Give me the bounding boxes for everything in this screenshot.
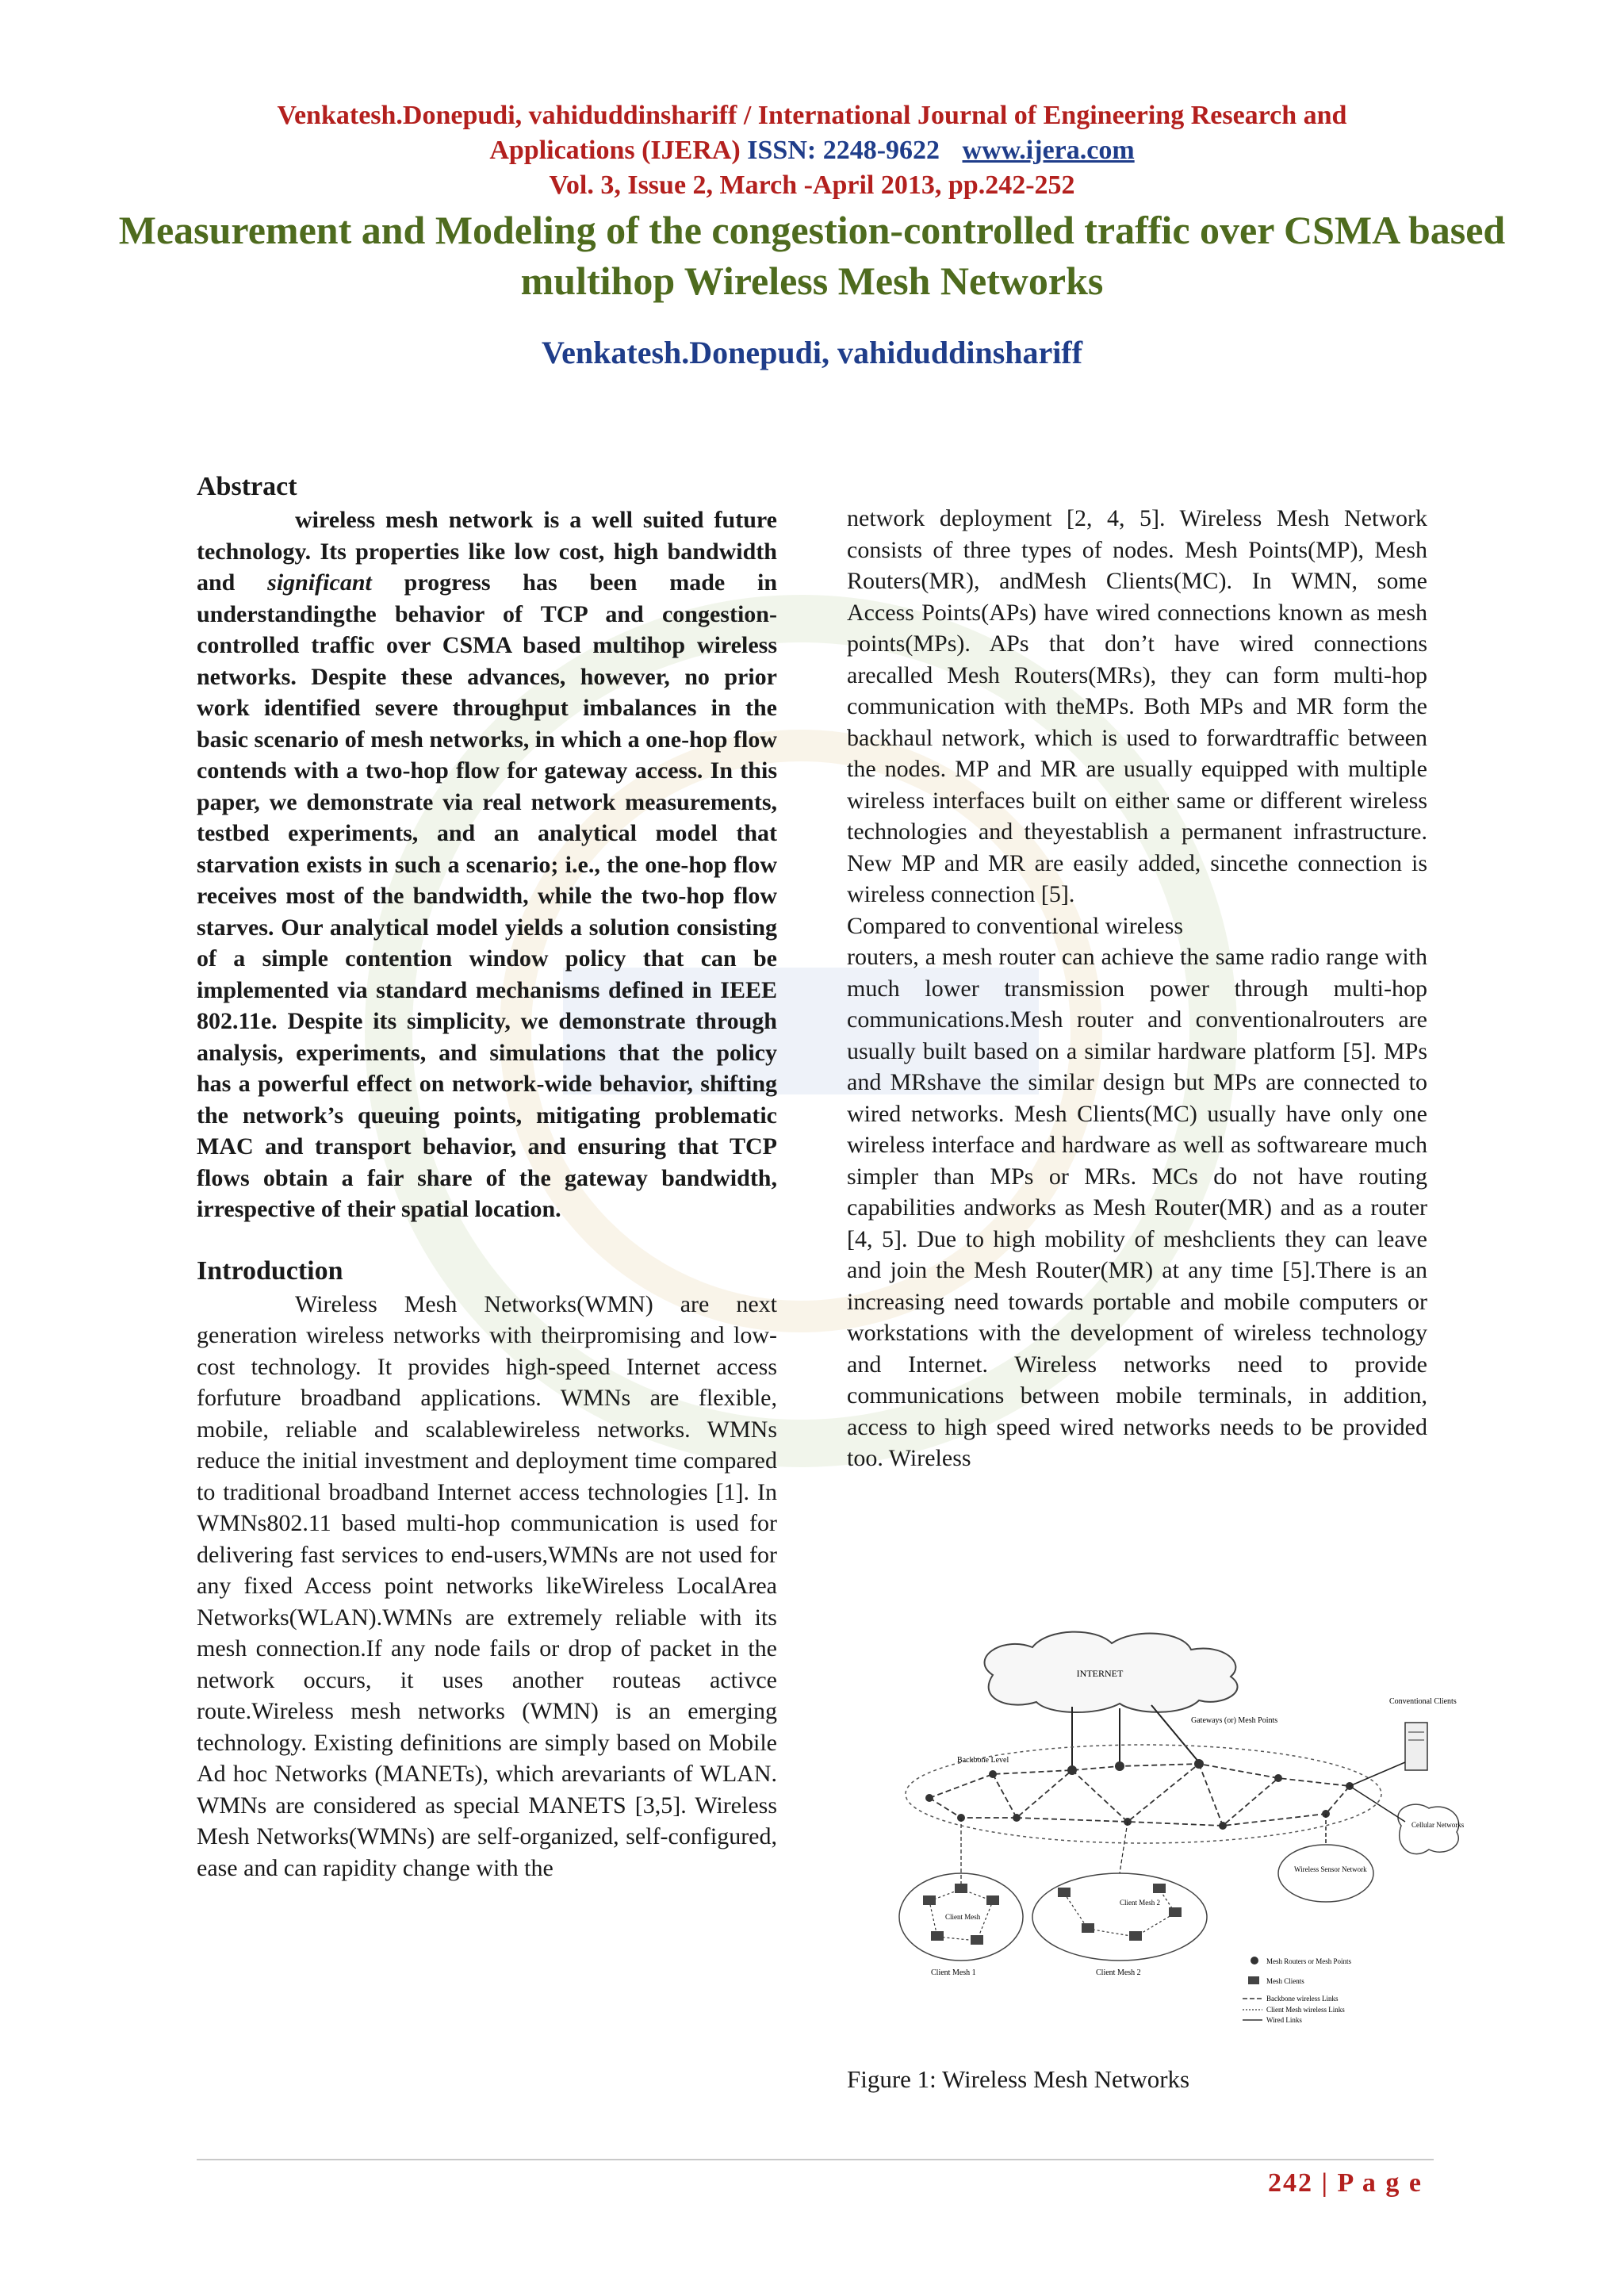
journal-header-journal: [0, 133, 1624, 168]
conventional-clients-label: Conventional Clients: [1389, 1697, 1457, 1706]
svg-text:Backbone wireless Links: Backbone wireless Links: [1266, 1995, 1339, 2003]
page-number: 242 | P a g e: [1268, 2168, 1423, 2198]
svg-text:Client Mesh wireless Links: Client Mesh wireless Links: [1266, 2006, 1345, 2014]
introduction-text: Wireless Mesh Networks(WMN) are next generation wireless networks with theirpromising and low-cost technology. It provides high-speed Internet access forfuture broadband applications. WMNs are flexible, mobile, reliable and scalablewireless networks. WMNs reduce the initial investment and deployment time compared to traditional broadband Internet access technologies [1]. In WMNs802.11 based multi-hop communication is used for delivering fast services to end-users,WMNs are not used for any fixed Access point networks likeWireless LocalArea Networks(WLAN).WMNs are extremely reliable with its mesh connection.If any node fails or drop of packet in the network occurs, it uses another routeas activce route.Wireless mesh networks (WMN) is an emerging technology. Existing definitions are simply based on Mobile Ad hoc Networks (MANETs), which arevariants of WLAN. WMNs are considered as special MANETS [3,5]. Wireless Mesh Networks(WMNs) are self-organized, self-configured, ease and can rapidity change with the: [197, 1290, 777, 1881]
journal-url-link[interactable]: www.ijera.com: [962, 136, 1135, 165]
svg-text:Mesh Routers or Mesh Points: Mesh Routers or Mesh Points: [1266, 1957, 1352, 1965]
journal-header-line1: [0, 98, 1624, 168]
client-mesh-2-inner-label: Client Mesh 2: [1120, 1899, 1160, 1907]
abstract-emphasis: significant: [267, 569, 372, 596]
journal-header-authors: Venkatesh.Donepudi, vahiduddinshariff / International Journal of Engineering Research and: [277, 101, 1347, 130]
wmn-architecture-diagram: [882, 1627, 1477, 2072]
right-paragraph-1: network deployment [2, 4, 5]. Wireless Mesh Network consists of three types of nodes. Mesh Points(MP), Mesh Routers(MR), andMesh Clients(MC). In WMN, some Access Points(APs) have wired connections known as mesh points(MPs). APs that don’t have wired connections arecalled Mesh Routers(MRs), they can form multi-hop communication with theMPs. Both MPs and MR form the backhaul network, which is used to forwardtraffic between the nodes. MP and MR are usually equipped with multiple wireless interfaces built on either same or different wireless technologies and theyestablish a permanent infrastructure. New MP and MR are easily added, sincethe connection is wireless connection [5].: [847, 505, 1427, 907]
paper-title: Measurement and Modeling of the congestion-controlled traffic over CSMA based multihop Wireless Mesh Networks: [118, 208, 1506, 303]
internet-cloud-icon: [985, 1632, 1238, 1712]
backbone-label: Backbone Level: [957, 1756, 1009, 1765]
client-mesh-inner-label: Client Mesh: [945, 1913, 981, 1921]
gateways-label: Gateways (or) Mesh Points: [1191, 1716, 1278, 1725]
figure-legend: [1243, 1957, 1352, 2024]
introduction-heading: Introduction: [197, 1255, 343, 1286]
mesh-router-icons: [925, 1759, 1354, 1830]
svg-text:Wired Links: Wired Links: [1266, 2016, 1302, 2024]
left-column: [197, 470, 777, 1884]
abstract-heading: Abstract: [197, 472, 297, 501]
abstract-text: wireless mesh network is a well suited future technology. Its properties like low cost, high bandwidth and significant progress has been made in understandingthe behavior of TCP and congestion-controlled traffic over CSMA based multihop wireless networks. Despite these advances, however, no prior work identified severe throughput imbalances in the basic scenario of mesh networks, in which a one-hop flow contends with a two-hop flow for gateway access. In this paper, we demonstrate via real network measurements, testbed experiments, and an analytical model that starvation exists in such a scenario; i.e., the one-hop flow receives most of the bandwidth, while the two-hop flow starves. Our analytical model yields a solution consisting of a simple contention window policy that can be implemented via standard mechanisms defined in IEEE 802.11e. Despite its simplicity, we demonstrate through analysis, experiments, and simulations that the policy has a powerful effect on network-wide behavior, shifting the network’s queuing points, mitigating problematic MAC and transport behavior, and ensuring that TCP flows obtain a fair share of the gateway bandwidth, irrespective of their spatial location.: [197, 507, 778, 1222]
sensor-network-label: Wireless Sensor Network: [1294, 1865, 1367, 1873]
client-mesh-1-label: Client Mesh 1: [931, 1968, 976, 1977]
right-column: [847, 503, 1427, 1474]
internet-label: INTERNET: [1076, 1668, 1124, 1679]
figure-caption: Figure 1: Wireless Mesh Networks: [847, 2065, 1190, 2093]
footer-rule: [197, 2159, 1434, 2160]
paper-authors: Venkatesh.Donepudi, vahiduddinshariff: [541, 335, 1083, 370]
right-paragraph-2: Compared to conventional wireless: [847, 912, 1184, 939]
journal-issn: ISSN: 2248-9622: [747, 136, 940, 165]
client-mesh-2-label: Client Mesh 2: [1096, 1968, 1141, 1977]
journal-name: Applications (IJERA): [489, 136, 741, 165]
svg-text:Mesh Clients: Mesh Clients: [1266, 1977, 1304, 1985]
journal-volume-line: Vol. 3, Issue 2, March -April 2013, pp.242-252: [549, 171, 1075, 200]
conventional-client-server-icon: [1405, 1723, 1427, 1770]
cellular-label: Cellular Networks: [1411, 1821, 1465, 1829]
right-paragraph-3: routers, a mesh router can achieve the same radio range with much lower transmission power through multi-hop communications.Mesh router and conventionalrouters are usually built based on a similar hardware platform [5]. MPs and MRshave the similar design but MPs are connected to wired networks. Mesh Clients(MC) usually have only one wireless interface and hardware as well as softwareare much simpler than MPs or MRs. MCs do not have routing capabilities andworks as Mesh Router(MR) and as a router [4, 5]. Due to high mobility of meshclients they can leave and join the Mesh Router(MR) at any time [5].There is an increasing need towards portable and mobile computers or workstations with the development of wireless technology and Internet. Wireless networks need to provide communications between mobile terminals, in addition, access to high speed wired networks needs to be provided too. Wireless: [847, 944, 1427, 1471]
